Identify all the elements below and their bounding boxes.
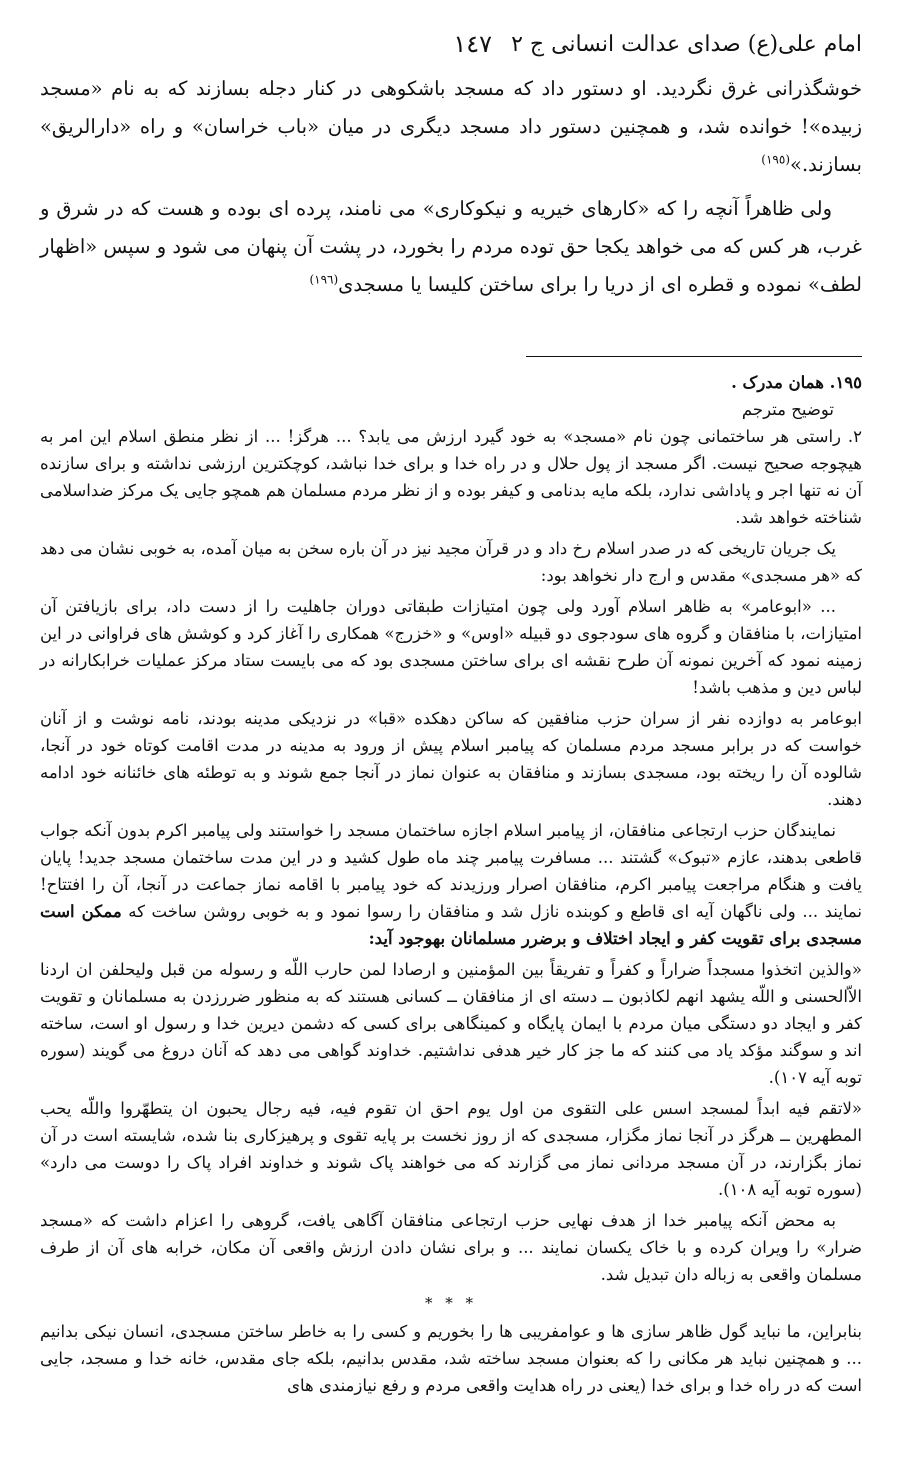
section-divider-stars: * * * (424, 1294, 478, 1312)
note-bold-text: ممکن است مسجدی برای تقویت کفر و ایجاد اختلاف و برضرر مسلمانان بهوجود آید: (40, 902, 862, 948)
main-text (40, 70, 862, 304)
book-page (40, 30, 862, 1403)
note-paragraph: ... «ابوعامر» به ظاهر اسلام آورد ولی چون امتیازات طبقاتی دوران جاهلیت را از دست داد، برای بازیافتن آن امتیازات، با منافقان و گروه های سودجوی دو قبیله «اوس» و «خزرج» همکاری را آغاز کرد و کوشش های فراوانی در این زمینه نمود که آخرین نمونه آن طرح نقشه ای برای ساختن مسجدی بود که می بایست ستاد مرکز عملیات خرابکارانه در لباس دین و مذهب باشد! (40, 597, 862, 697)
main-paragraph (40, 70, 862, 184)
paragraph-text: ولی ظاهراً آنچه را که «کارهای خیریه و نیکوکاری» می نامند، پرده ای بوده و هست که در شرق و غرب، هر کس که می خواهد یکجا حق توده مردم را بخورد، در پشت آن پنهان می شود و سپس «اظهار لطف» نموده و قطره ای از دریا را برای ساختن کلیسا یا مسجدی (40, 197, 862, 296)
note-paragraph: به محض آنکه پیامبر خدا از هدف نهایی حزب ارتجاعی منافقان آگاهی یافت، گروهی را اعزام داشت که «مسجد ضرار» را ویران کرده و با خاک یکسان نمایند ... و برای نشان دادن ارزش واقعی آن مکان، خرابه های آن از طرف مسلمان واقعی به زباله دان تبدیل شد. (40, 1211, 862, 1284)
running-title: امام علی(ع) صدای عدالت انسانی ج ۲ (511, 32, 862, 57)
note-paragraph: یک جریان تاریخی که در صدر اسلام رخ داد و در قرآن مجید نیز در آن باره سخن به میان آمده، به خوبی نشان می دهد که «هر مسجدی» مقدس و ارج دار نخواهد بود: (40, 539, 862, 585)
note-paragraph: ابوعامر به دوازده نفر از سران حزب منافقین که ساکن دهکده «قبا» در نزدیکی مدینه بودند، نامه نوشت و از آنان خواست که در برابر مسجد مردم مسلمان که پیامبر اسلام پیش از ورود به مدینه در مدت اقامت کوتاه خود در آنجا، شالوده آن را ریخته بود، مسجدی بسازند و منافقان به عنوان نماز در آنجا جمع شوند و به توطئه های خائنانه خود ادامه دهند. (40, 709, 862, 809)
footnotes (40, 369, 862, 1399)
note-paragraph: ٢. راستی هر ساختمانی چون نام «مسجد» به خود گیرد ارزش می یابد؟ ... هرگز! ... از نظر منطق اسلام این امر به هیچوجه صحیح نیست. اگر مسجد از پول حلال و در راه خدا و برای خدا نباشد، کوچکترین ارزشی نداشته و برای سازنده آن نه تنها اجر و پاداشی ندارد، بلکه مایه بدنامی و کیفر بوده و از نظر مردم مسلمان هم همچو جایی یک مرکز ضداسلامی شناخته خواهد شد. (40, 427, 862, 527)
translator-note-heading: توضیح مترجم (741, 400, 834, 419)
quran-verse-paragraph: «والذین اتخذوا مسجداً ضراراً و کفراً و تفریقاً بین المؤمنین و ارصادا لمن حارب اللّه و رسوله من قبل ولیحلفن ان اردنا الاّالحسنی و اللّه یشهد انهم لکاذبون ــ دسته ای از منافقان ــ کسانی هستند که به منظور ضررزدن به مسلمانان و تقویت کفر و ایجاد دو دستگی میان مردم با ایمان پایگاه و کمینگاهی برای کسی که دشمن دیرین خدا و رسول او است، ساخته اند و سوگند مؤکد یاد می کنند که ما جز کار خیر هدفی نداشتیم. خداوند گواهی می دهد که آنان دروغ می گویند (سوره توبه آیه ١٠٧). (40, 960, 862, 1087)
page-number: ١٤٧ (453, 30, 492, 58)
footnote-195: ١٩٥. همان مدرک . (731, 373, 862, 392)
main-paragraph (40, 190, 862, 304)
footnote-marker: (١٩٦) (309, 272, 339, 287)
footnote-marker: (١٩٥) (761, 152, 791, 167)
footnote-separator (526, 356, 862, 357)
note-paragraph: بنابراین، ما نباید گول ظاهر سازی ها و عوامفریبی ها را بخوریم و کسی را به خاطر ساختن مسجدی، انسان نیکی بدانیم ... و همچنین نباید هر مکانی را که بعنوان مسجد ساخته شد، مقدس بدانیم، بلکه جای مقدس، خانه خدا و مسجد، جایی است که در راه خدا و برای خدا (یعنی در راه هدایت واقعی مردم و رفع نیازمندی های (40, 1322, 862, 1395)
page-header (40, 30, 862, 70)
note-paragraph (40, 817, 862, 952)
paragraph-text: خوشگذرانی غرق نگردید. او دستور داد که مسجد باشکوهی در کنار دجله بسازند که به نام «مسجد زبیده»! خوانده شد، و همچنین دستور داد مسجد دیگری در میان «باب خراسان» و راه «دارالریق» بسازند.» (40, 77, 862, 176)
quran-verse-paragraph: «لاتقم فیه ابداً لمسجد اسس علی التقوی من اول یوم احق ان تقوم فیه، فیه رجال یحبون ان یتطهّروا واللّه یحب المطهرین ــ هرگز در آنجا نماز مگزار، مسجدی که از روز نخست بر پایه تقوی و پرهیزکاری بنا شده، شایسته است در آن نماز بگزارند، در آن مسجد مردانی نماز می گزارند که می خواهند پاک شوند و خداوند افراد پاک را دوست می دارد» (سوره توبه آیه ١٠٨). (40, 1099, 862, 1199)
note-text: نمایندگان حزب ارتجاعی منافقان، از پیامبر اسلام اجازه ساختمان مسجد را خواستند ولی پیامبر اکرم بدون آنکه جواب قاطعی بدهند، عازم «تبوک» گشتند ... مسافرت پیامبر چند ماه طول کشید و در این مدت ساختمان مسجد جدید! پایان یافت و هنگام مراجعت پیامبر اکرم، منافقان اصرار ورزیدند که خود پیامبر با اقامه نماز جماعت در آنجا، آن را افتتاح! نمایند ... ولی ناگهان آیه ای قاطع و کوبنده نازل شد و منافقان را رسوا نمود و به خوبی روشن ساخت که (40, 821, 863, 921)
